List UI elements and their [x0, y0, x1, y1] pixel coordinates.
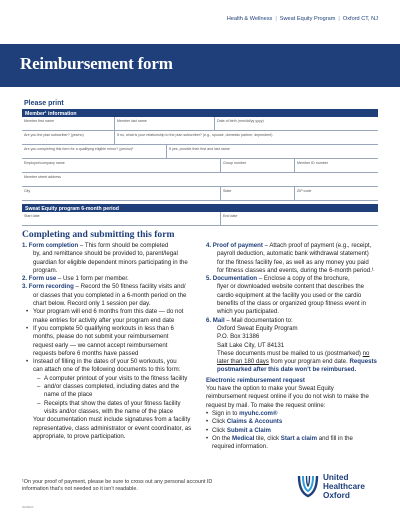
relationship-field[interactable]: If no, what is your relationship to the plan subscriber? (e.g., spouse, domestic partner, dependent) — [114, 131, 378, 145]
step-5: 5. Documentation – Enclose a copy of the brochure, — [206, 275, 350, 283]
step-2: 2. Form use – Use 1 form per member. — [22, 275, 129, 283]
member-id-field[interactable]: Member ID number — [294, 159, 378, 173]
form-row-address — [22, 173, 378, 187]
member-first-name-field[interactable]: Member first name — [24, 119, 54, 123]
employer-field[interactable]: Employer/company name — [24, 161, 65, 165]
step-3: 3. Form recording – Record the 50 fitness facility visits and/ — [22, 283, 186, 291]
parent-name-field[interactable]: If yes, provide their first and last name — [166, 145, 378, 159]
state-field[interactable]: State — [220, 187, 294, 201]
step-submit-claim: • Click Submit a Claim — [206, 427, 384, 435]
footnote: ¹On your proof of payment, please be sure to cross out any personal account ID information that’s not needed so it isn’t readable. — [22, 479, 213, 492]
mail-address-line2: P.O. Box 31386 — [217, 333, 260, 341]
city-field[interactable]: City — [24, 189, 31, 193]
top-breadcrumb: Health & Wellness | Sweat Equity Program | Oxford CT, NJ — [226, 16, 378, 22]
form-row-period — [22, 212, 378, 226]
start-date-field[interactable]: Start date — [24, 214, 40, 218]
step-1: 1. Form completion – This form should be completed — [22, 242, 169, 249]
title-banner — [0, 44, 400, 87]
nav-oxford[interactable]: Oxford CT, NJ — [342, 16, 378, 22]
mail-address-line1: Oxford Sweat Equity Program — [217, 324, 298, 332]
step-4: 4. Proof of payment – Attach proof of payment (e.g., receipt, — [206, 242, 372, 249]
please-print-label: Please print — [24, 100, 64, 107]
document-code: 0x000x0 — [22, 505, 34, 509]
electronic-request-heading: Electronic reimbursement request — [206, 376, 305, 384]
sub-printout: – A computer printout of your visits to the fitness facility — [22, 375, 202, 383]
subscriber-field[interactable]: Are you the plan subscriber? (yes/no) — [24, 133, 84, 137]
bullet-attach-documents: • Instead of filling in the dates of your 50 workouts, you — [22, 358, 202, 366]
page-title: Reimbursement form — [20, 54, 173, 73]
step-sign-in: • Sign in to myuhc.com® — [206, 410, 384, 418]
sub-receipts: – Receipts that show the dates of your fitness facility — [22, 400, 202, 408]
uhc-swoosh-icon — [296, 472, 320, 500]
end-date-field[interactable]: End date — [220, 212, 378, 226]
mail-address-line3: Salt Lake City, UT 84131 — [217, 341, 285, 349]
form-row-name — [22, 117, 378, 131]
form-row-employer — [22, 159, 378, 173]
myuhc-link[interactable]: myuhc.com® — [239, 409, 278, 417]
form-row-subscriber — [22, 131, 378, 145]
instructions-title: Completing and submitting this form — [22, 229, 175, 240]
minor-field[interactable]: Are you completing this form for a qualifying eligible minor? (yes/no)* — [24, 147, 134, 151]
unitedhealthcare-logo: United Healthcare Oxford — [296, 470, 386, 504]
bullet-program-end: • Your program will end 6 months from this date — do not — [22, 308, 202, 316]
bullet-early-completion: • If you complete 50 qualifying workouts in less than 6 — [22, 325, 202, 333]
nav-sweat-equity[interactable]: Sweat Equity Program — [279, 16, 336, 22]
dob-field[interactable]: Date of birth (mm/dd/yy yyyy) — [214, 117, 378, 131]
step-6: 6. Mail – Mail documentation to: — [206, 316, 293, 324]
member-info-header: Member¹ information — [22, 109, 378, 117]
nav-health-wellness[interactable]: Health & Wellness — [226, 16, 273, 22]
address-field[interactable]: Member street address — [24, 175, 61, 179]
zip-field[interactable]: ZIP code — [294, 187, 378, 201]
group-number-field[interactable]: Group number — [220, 159, 294, 173]
step-start-claim: • On the Medical tile, click Start a claim and fill in the — [206, 435, 384, 443]
instructions-right-column: 4. Proof of payment – Attach proof of payment (e.g., receipt, payroll deduction, automatic bank withdrawal statement) for the fitness facility fee, as well as any money you paid for fitness classes and events, during the 6-month period.¹ 5. Documentation – Enclose a copy of the brochure, flyer or downloaded website content that describes the cardio equipment at the facility you used or the cardio benefits of the class or organized group fitness event in which you participated. 6. Mail – Mail documentation to: Oxford Sweat Equity Program P.O. Box 31386 Salt Lake City, UT 84131 These documents must be mailed to us (postmarked) no later than 180 days from your program end date. Requests postmarked after this date won’t be reimbursed. Electronic reimbursement request You have the option to make your Sweat Equity reimbursement request online if you do not wish to make the request by mail. To make the request online: • Sign in to myuhc.com® • Click Claims & Accounts • Click Submit a Claim • On the Medical tile, click Start a claim and fill in the required information. — [206, 242, 384, 451]
period-header: Sweat Equity program 6-month period — [22, 204, 378, 212]
instructions-left-column: 1. Form completion – This form should be completed by, and remittance should be provided to, parent/legal guardian for eligible dependent minors participating in the program. 2. Form use – Use 1 form per member. 3. Form recording – Record the 50 fitness facility visits and/ or classes that you completed in a 6-month period on the chart below. Record only 1 session per day. • Your program will end 6 months from this date — do not make entries for activity after your program end date • If you complete 50 qualifying workouts in less than 6 months, please do not submit your reimbursement request early — we cannot accept reimbursement requests before 6 months have passed • Instead of filling in the dates of your 50 workouts, you can attach one of the following documents to this form: – A computer printout of your visits to the fitness facility – and/or classes completed, including dates and the name of the place – Receipts that show the dates of your fitness facility visits and/or classes, with the name of the place Your documentation must include signatures from a facility representative, class administrator or event coordinator, as appropriate, to prove participation. — [22, 242, 202, 441]
member-last-name-field[interactable]: Member last name — [114, 117, 214, 131]
form-row-city — [22, 187, 378, 201]
form-row-minor — [22, 145, 378, 159]
step-claims-accounts: • Click Claims & Accounts — [206, 418, 384, 426]
